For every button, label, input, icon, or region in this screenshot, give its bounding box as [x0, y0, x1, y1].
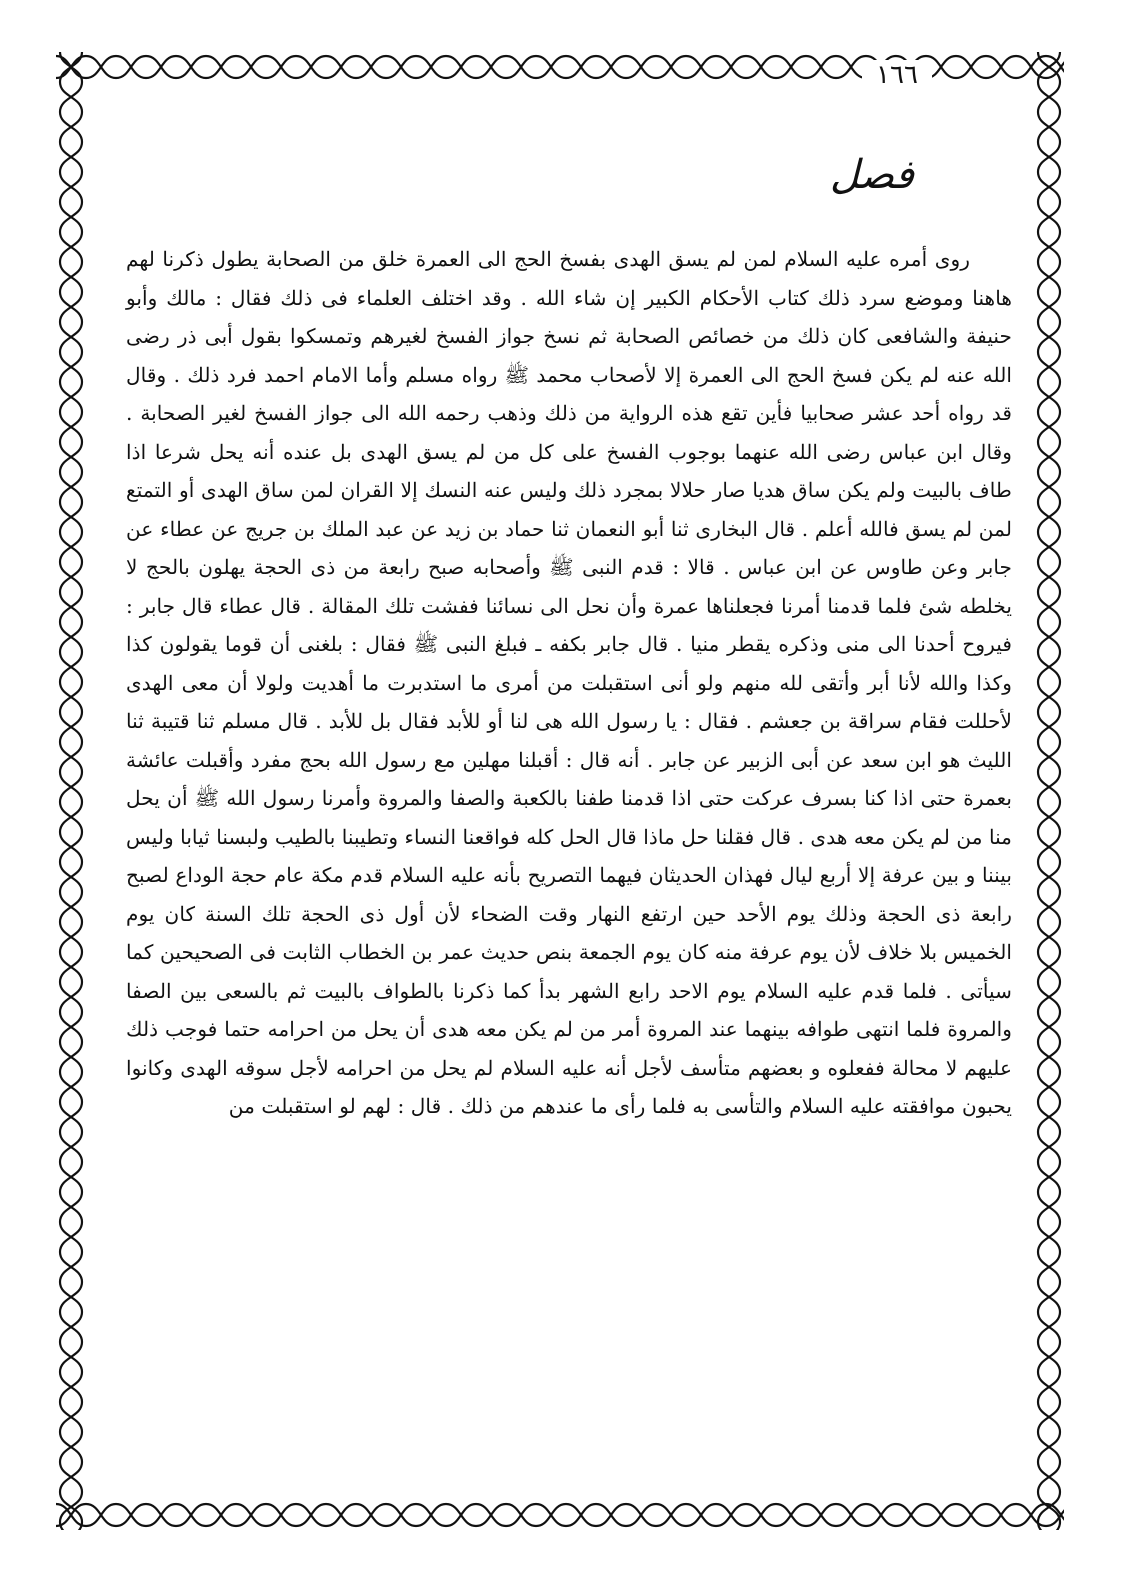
section-title: فصل	[829, 152, 914, 198]
body-text	[126, 240, 1012, 1460]
page-number: ١٦٦	[862, 60, 932, 90]
paragraph: روى أمره عليه السلام لمن لم يسق الهدى بفسخ الحج الى العمرة خلق من الصحابة يطول ذكرنا لهم هاهنا وموضع سرد ذلك كتاب الأحكام الكبير إن شاء الله . وقد اختلف العلماء فى ذلك فقال : مالك وأبو حنيفة والشافعى كان ذلك من خصائص الصحابة ثم نسخ جواز الفسخ لغيرهم وتمسكوا بقول أبى ذر رضى الله عنه لم يكن فسخ الحج الى العمرة إلا لأصحاب محمد ﷺ رواه مسلم وأما الامام احمد فرد ذلك . وقال قد رواه أحد عشر صحابيا فأين تقع هذه الرواية من ذلك وذهب رحمه الله الى جواز الفسخ لغير الصحابة . وقال ابن عباس رضى الله عنهما بوجوب الفسخ على كل من لم يسق الهدى بل عنده أنه يحل شرعا اذا طاف بالبيت ولم يكن ساق هديا صار حلالا بمجرد ذلك وليس عنه النسك إلا القران لمن ساق الهدى أو التمتع لمن لم يسق فالله أعلم . قال البخارى ثنا أبو النعمان ثنا حماد بن زيد عن عبد الملك بن جريج عن عطاء عن جابر وعن طاوس عن ابن عباس . قالا : قدم النبى ﷺ وأصحابه صبح رابعة من ذى الحجة يهلون بالحج لا يخلطه شئ فلما قدمنا أمرنا فجعلناها عمرة وأن نحل الى نسائنا ففشت تلك المقالة . قال عطاء قال جابر : فيروح أحدنا الى منى وذكره يقطر منيا . قال جابر بكفه ـ فبلغ النبى ﷺ فقال : بلغنى أن قوما يقولون كذا وكذا والله لأنا أبر وأتقى لله منهم ولو أنى استقبلت من أمرى ما استدبرت ما أهديت ولولا أن معى الهدى لأحللت فقام سراقة بن جعشم . فقال : يا رسول الله هى لنا أو للأبد فقال بل للأبد . قال مسلم ثنا قتيبة ثنا الليث هو ابن سعد عن أبى الزبير عن جابر . أنه قال : أقبلنا مهلين مع رسول الله بحج مفرد وأقبلت عائشة بعمرة حتى اذا كنا بسرف عركت حتى اذا قدمنا طفنا بالكعبة والصفا والمروة وأمرنا رسول الله ﷺ أن يحل منا من لم يكن معه هدى . قال فقلنا حل ماذا قال الحل كله فواقعنا النساء وتطيبنا بالطيب ولبسنا ثيابا وليس بيننا و بين عرفة إلا أربع ليال فهذان الحديثان فيهما التصريح بأنه عليه السلام قدم مكة عام حجة الوداع لصبح رابعة ذى الحجة وذلك يوم الأحد حين ارتفع النهار وقت الضحاء لأن أول ذى الحجة تلك السنة كان يوم الخميس بلا خلاف لأن يوم عرفة منه كان يوم الجمعة بنص حديث عمر بن الخطاب الثابت فى الصحيحين كما سيأتى . فلما قدم عليه السلام يوم الاحد رابع الشهر بدأ كما ذكرنا بالطواف بالبيت ثم بالسعى بين الصفا والمروة فلما انتهى طوافه بينهما عند المروة أمر من لم يكن معه هدى أن يحل من احرامه حتما فوجب ذلك عليهم لا محالة ففعلوه و بعضهم متأسف لأجل أنه عليه السلام لم يحل من احرامه لأجل سوقه الهدى وكانوا يحبون موافقته عليه السلام والتأسى به فلما رأى ما عندهم من ذلك . قال : لهم لو استقبلت من	[126, 247, 1012, 1118]
